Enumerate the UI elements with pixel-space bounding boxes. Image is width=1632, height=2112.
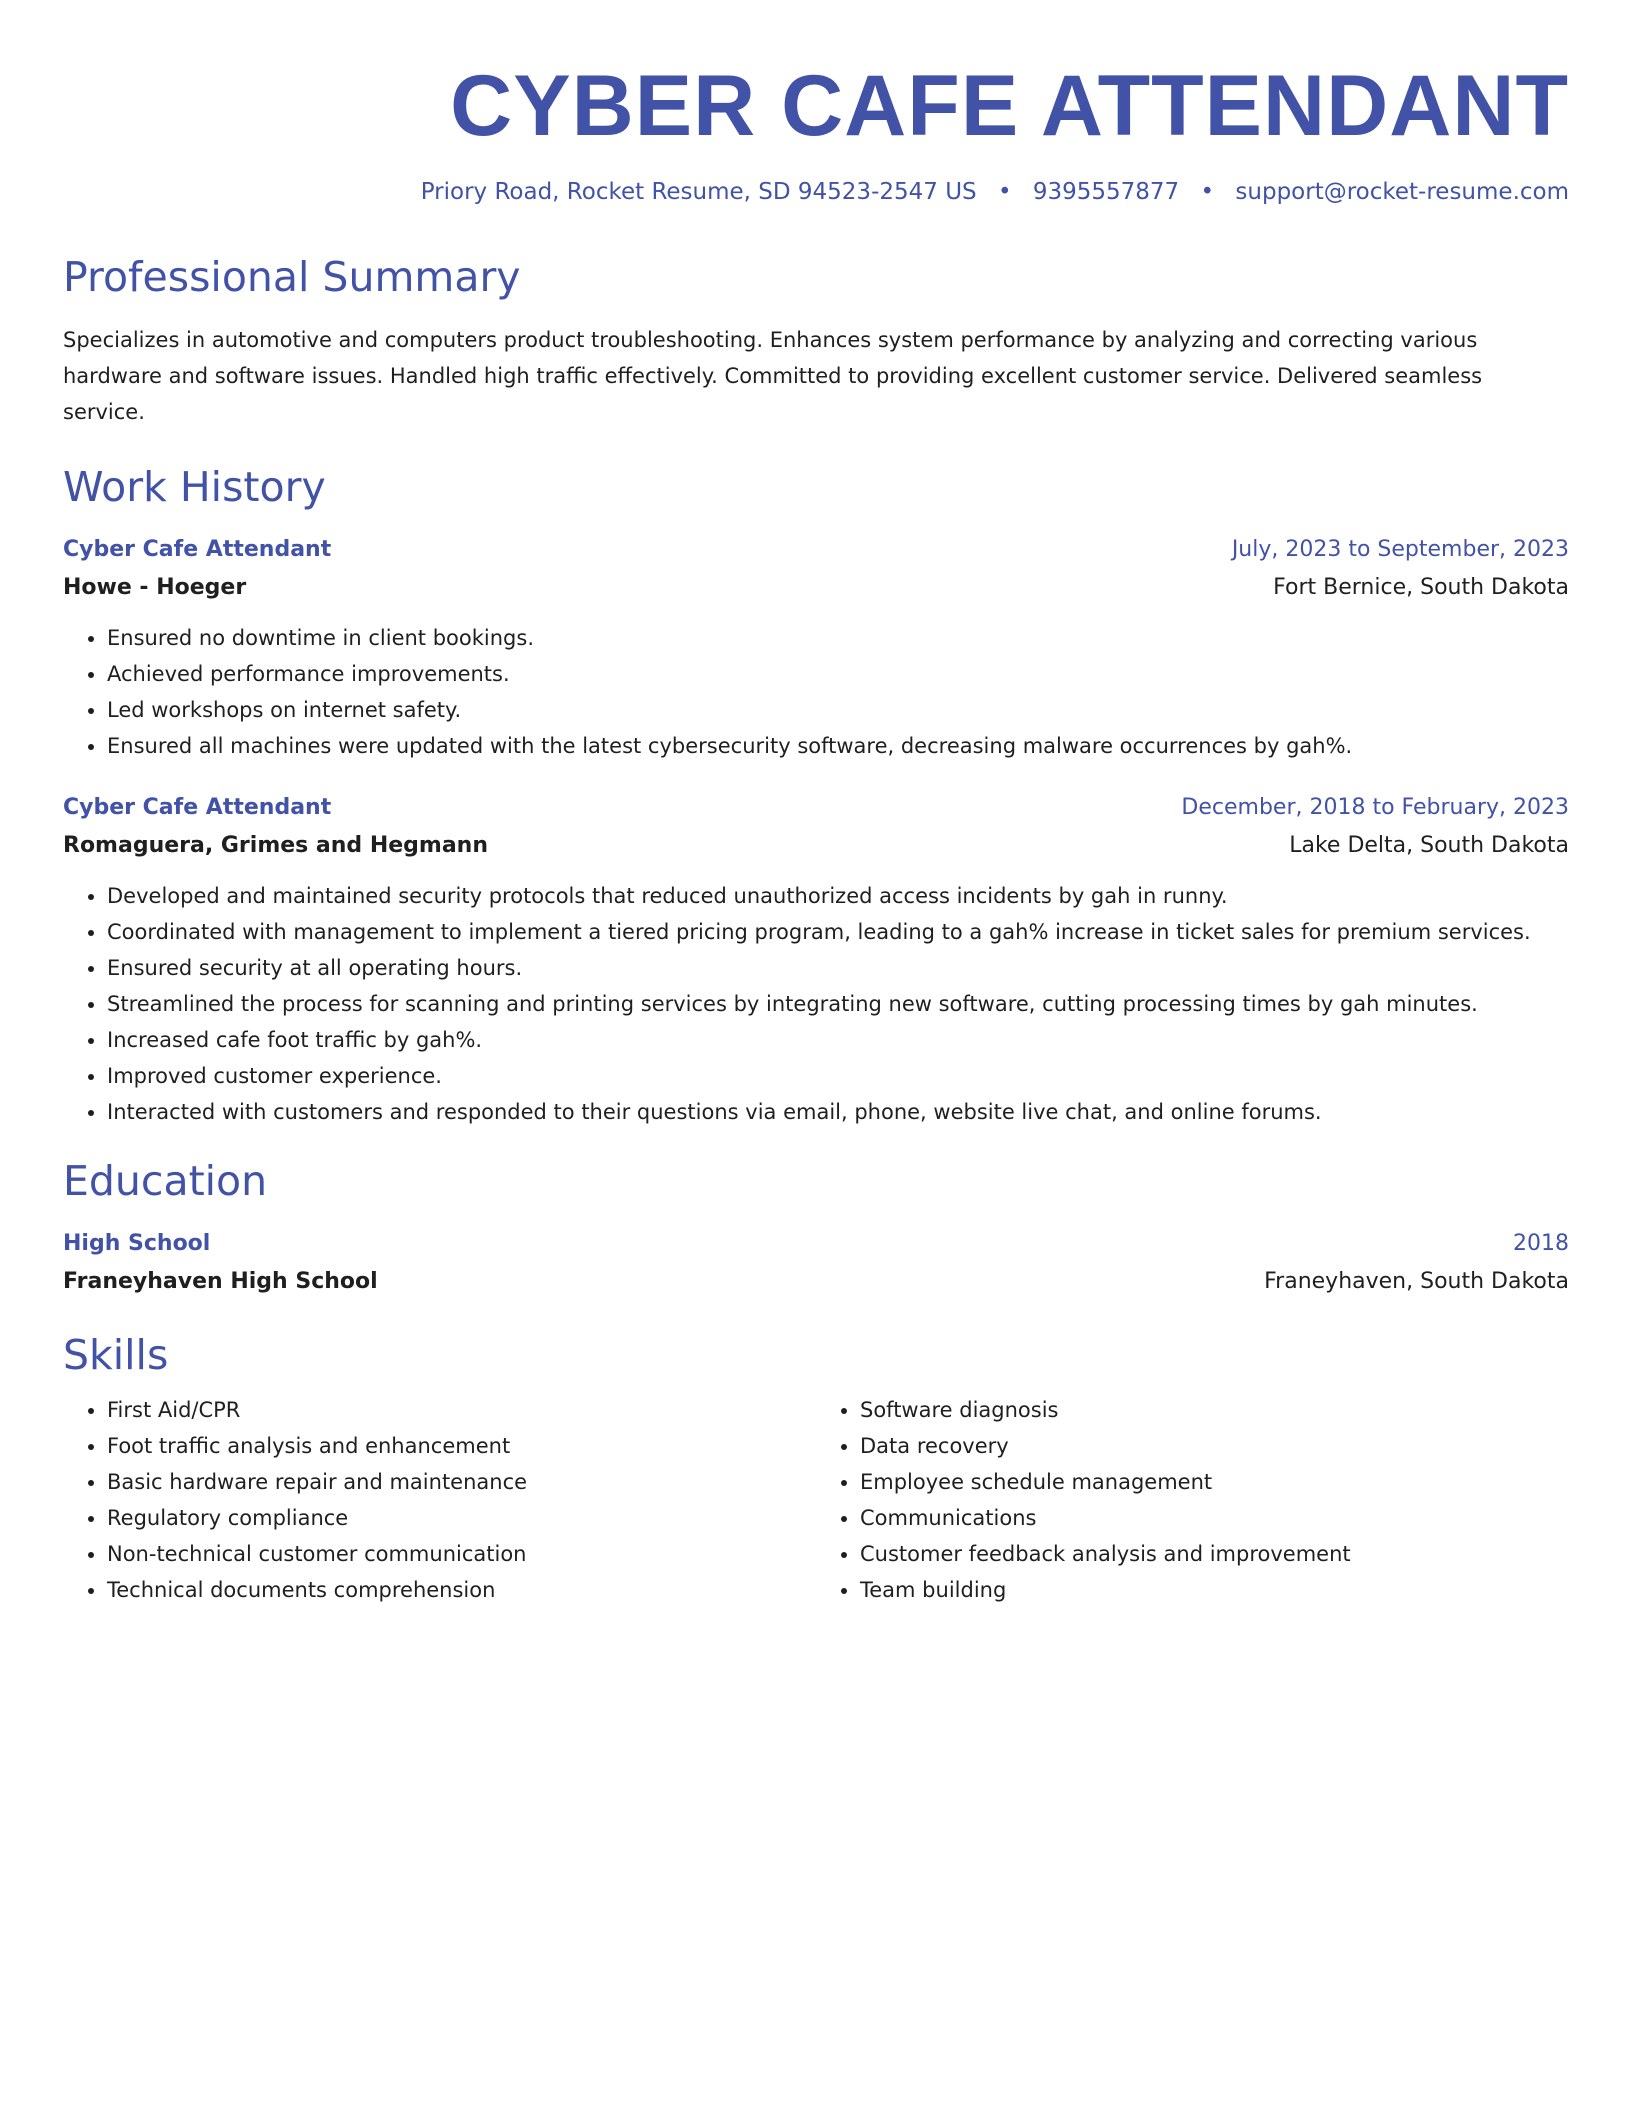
job-bullets (63, 620, 1569, 764)
summary-heading: Professional Summary (63, 253, 521, 301)
skill-item: • Software diagnosis (860, 1392, 1569, 1428)
job-location: Fort Bernice, South Dakota (1273, 575, 1569, 600)
job-location: Lake Delta, South Dakota (1289, 833, 1569, 858)
contact-address: Priory Road, Rocket Resume, SD 94523-2547 US (420, 179, 977, 205)
contact-phone: 9395557877 (1032, 179, 1180, 205)
job-bullet: • Ensured all machines were updated with the latest cybersecurity software, decreasing malware occurrences by gah%. (107, 728, 1569, 764)
contact-email: support@rocket-resume.com (1235, 179, 1569, 205)
candidate-name: CYBER CAFE ATTENDANT (450, 58, 1569, 154)
job-bullet: • Ensured no downtime in client bookings. (107, 620, 1569, 656)
education-heading: Education (63, 1157, 268, 1205)
job-entry (63, 790, 1569, 1130)
education-degree: High School (63, 1231, 211, 1256)
skill-item: • Basic hardware repair and maintenance (107, 1464, 816, 1500)
contact-separator: • (997, 179, 1012, 205)
skill-item: • Data recovery (860, 1428, 1569, 1464)
job-company: Romaguera, Grimes and Hegmann (63, 833, 489, 858)
contact-separator: • (1200, 179, 1215, 205)
work-history-heading: Work History (63, 463, 326, 511)
education-location: Franeyhaven, South Dakota (1264, 1269, 1569, 1294)
job-bullet: • Improved customer experience. (107, 1058, 1569, 1094)
skill-item: • First Aid/CPR (107, 1392, 816, 1428)
education-school: Franeyhaven High School (63, 1269, 378, 1294)
job-bullet: • Interacted with customers and responded to their questions via email, phone, website live chat, and online forums. (107, 1094, 1569, 1130)
job-bullet: • Streamlined the process for scanning and printing services by integrating new software, cutting processing times by gah minutes. (107, 986, 1569, 1022)
education-year: 2018 (1513, 1231, 1569, 1256)
skills-list (63, 1392, 1569, 1608)
skills-column-left (63, 1392, 816, 1608)
contact-line (63, 176, 1569, 208)
job-company: Howe - Hoeger (63, 575, 247, 600)
job-bullet: • Ensured security at all operating hours. (107, 950, 1569, 986)
skill-item: • Communications (860, 1500, 1569, 1536)
skill-item: • Customer feedback analysis and improvement (860, 1536, 1569, 1572)
skill-item: • Team building (860, 1572, 1569, 1608)
job-bullet: • Developed and maintained security protocols that reduced unauthorized access incidents by gah in runny. (107, 878, 1569, 914)
job-bullet: • Increased cafe foot traffic by gah%. (107, 1022, 1569, 1058)
skills-heading: Skills (63, 1331, 169, 1379)
skills-column-right (816, 1392, 1569, 1608)
education-entry (63, 1226, 1569, 1302)
skill-item: • Foot traffic analysis and enhancement (107, 1428, 816, 1464)
job-bullet: • Coordinated with management to implement a tiered pricing program, leading to a gah% increase in ticket sales for premium services. (107, 914, 1569, 950)
job-bullet: • Led workshops on internet safety. (107, 692, 1569, 728)
job-title: Cyber Cafe Attendant (63, 795, 332, 820)
skill-item: • Regulatory compliance (107, 1500, 816, 1536)
job-bullet: • Achieved performance improvements. (107, 656, 1569, 692)
skill-item: • Technical documents comprehension (107, 1572, 816, 1608)
summary-text: Specializes in automotive and computers product troubleshooting. Enhances system performance by analyzing and correcting various hardware and software issues. Handled high traffic effectively. Committed to providing excellent customer service. Delivered seamless service. (63, 328, 1483, 424)
skill-item: • Non-technical customer communication (107, 1536, 816, 1572)
job-dates: December, 2018 to February, 2023 (1181, 795, 1569, 820)
job-entry (63, 532, 1569, 764)
job-title: Cyber Cafe Attendant (63, 537, 332, 562)
job-bullets (63, 878, 1569, 1130)
job-dates: July, 2023 to September, 2023 (1231, 537, 1569, 562)
skill-item: • Employee schedule management (860, 1464, 1569, 1500)
